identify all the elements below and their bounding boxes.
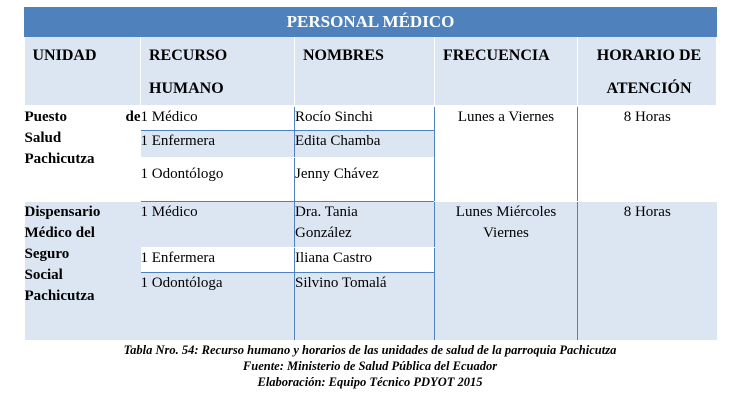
- horario-cell: 8 Horas: [578, 202, 717, 341]
- nombre-cell: Dra. Tania González: [295, 202, 435, 248]
- header-frecuencia: FRECUENCIA: [435, 37, 578, 107]
- nombre-cell: Iliana Castro: [295, 248, 435, 273]
- recurso-cell: 1 Odontólogo: [141, 157, 295, 201]
- header-recurso-humano: RECURSO HUMANO: [141, 37, 295, 107]
- table-title: PERSONAL MÉDICO: [25, 8, 717, 37]
- recurso-cell: 1 Enfermera: [141, 130, 295, 157]
- unit-cell: Dispensario Médico del Seguro Social Pachicutza: [25, 202, 141, 341]
- unit-cell: Puesto de Salud Pachicutza: [25, 106, 141, 202]
- table-caption: Tabla Nro. 54: Recurso humano y horarios de las unidades de salud de la parroquia Pachicutza: [123, 343, 617, 357]
- table-source: Fuente: Ministerio de Salud Pública del Ecuador: [242, 359, 498, 373]
- nombre-cell: Silvino Tomalá: [295, 273, 435, 340]
- nombre-cell: Edita Chamba: [295, 130, 435, 157]
- frecuencia-cell: Lunes Miércoles Viernes: [435, 202, 578, 341]
- recurso-cell: 1 Médico: [141, 106, 295, 130]
- recurso-cell: 1 Enfermera: [141, 248, 295, 273]
- header-horario: HORARIO DE ATENCIÓN: [578, 37, 717, 107]
- frecuencia-cell: Lunes a Viernes: [435, 106, 578, 202]
- recurso-cell: 1 Médico: [141, 202, 295, 248]
- recurso-cell: 1 Odontóloga: [141, 273, 295, 340]
- nombre-cell: Jenny Chávez: [295, 157, 435, 201]
- horario-cell: 8 Horas: [578, 106, 717, 202]
- personal-medico-table: [24, 7, 717, 340]
- header-nombres: NOMBRES: [295, 37, 435, 107]
- table-elaboration: Elaboración: Equipo Técnico PDYOT 2015: [257, 375, 483, 389]
- header-unidad: UNIDAD: [25, 37, 141, 107]
- nombre-cell: Rocío Sinchi: [295, 106, 435, 130]
